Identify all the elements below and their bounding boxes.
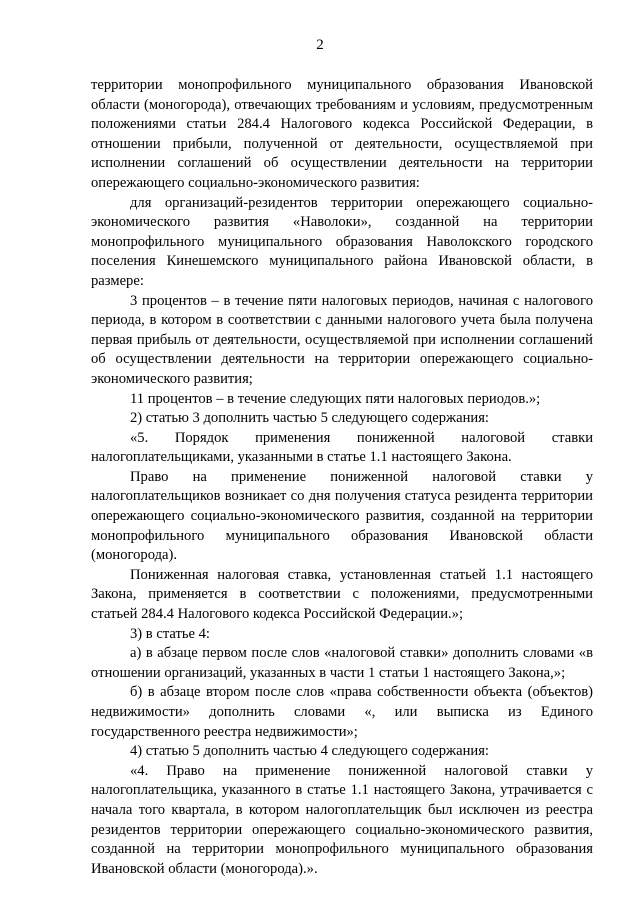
- paragraph-7: Право на применение пониженной налоговой ставки у налогоплательщиков возникает со дня получения статуса резидента территории опережающего социально-экономического развития, созданной на территории монопрофильного муниципального образования Ивановской области (моногорода).: [91, 468, 593, 564]
- paragraph-8: Пониженная налоговая ставка, установленная статьей 1.1 настоящего Закона, применяется в соответствии с положениями, предусмотренными статьей 284.4 Налогового кодекса Российской Федерации.»;: [91, 566, 593, 623]
- page-number: 2: [316, 37, 324, 53]
- paragraph-10: а) в абзаце первом после слов «налоговой ставки» дополнить словами «в отношении организаций, указанных в части 1 статьи 1 настоящего Закона,»;: [91, 645, 593, 681]
- paragraph-4: 11 процентов – в течение следующих пяти налоговых периодов.»;: [130, 390, 541, 407]
- paragraph-1: территории монопрофильного муниципального образования Ивановской области (моногорода), отвечающих требованиям и условиям, предусмотренным положениями статьи 284.4 Налогового кодекса Российской Федерации, в отношении прибыли, полученной от деятельности, осуществляемой при исполнении соглашений об осуществлении деятельности на территории опережающего социально-экономического развития:: [91, 77, 593, 191]
- paragraph-13: «4. Право на применение пониженной налоговой ставки у налогоплательщика, указанного в статье 1.1 настоящего Закона, утрачивается с начала того квартала, в котором налогоплательщик был исключен из реестра резидентов территории опережающего социально-экономического развития, созданной на территории монопрофильного муниципального образования Ивановской области (моногорода).».: [91, 762, 593, 877]
- paragraph-9: 3) в статье 4:: [130, 625, 210, 642]
- paragraph-2: для организаций-резидентов территории опережающего социально-экономического развития «Наволоки», созданной на территории монопрофильного муниципального образования Наволокского городского поселения Кинешемского муниципального района Ивановской области, в размере:: [91, 194, 593, 289]
- paragraph-11: б) в абзаце втором после слов «права собственности объекта (объектов) недвижимости» дополнить словами «, или выписка из Единого государственного реестра недвижимости»;: [91, 684, 593, 740]
- document-body: [91, 76, 593, 879]
- paragraph-6: «5. Порядок применения пониженной налоговой ставки налогоплательщиками, указанными в статье 1.1 настоящего Закона.: [91, 429, 593, 466]
- paragraph-12: 4) статью 5 дополнить частью 4 следующего содержания:: [130, 743, 489, 760]
- paragraph-5: 2) статью 3 дополнить частью 5 следующего содержания:: [130, 410, 489, 427]
- paragraph-3: 3 процентов – в течение пяти налоговых периодов, начиная с налогового периода, в котором в соответствии с данными налогового учета была получена первая прибыль от деятельности, осуществляемой при исполнении соглашений об осуществлении деятельности на территории опережающего социально-экономического развития;: [91, 292, 593, 387]
